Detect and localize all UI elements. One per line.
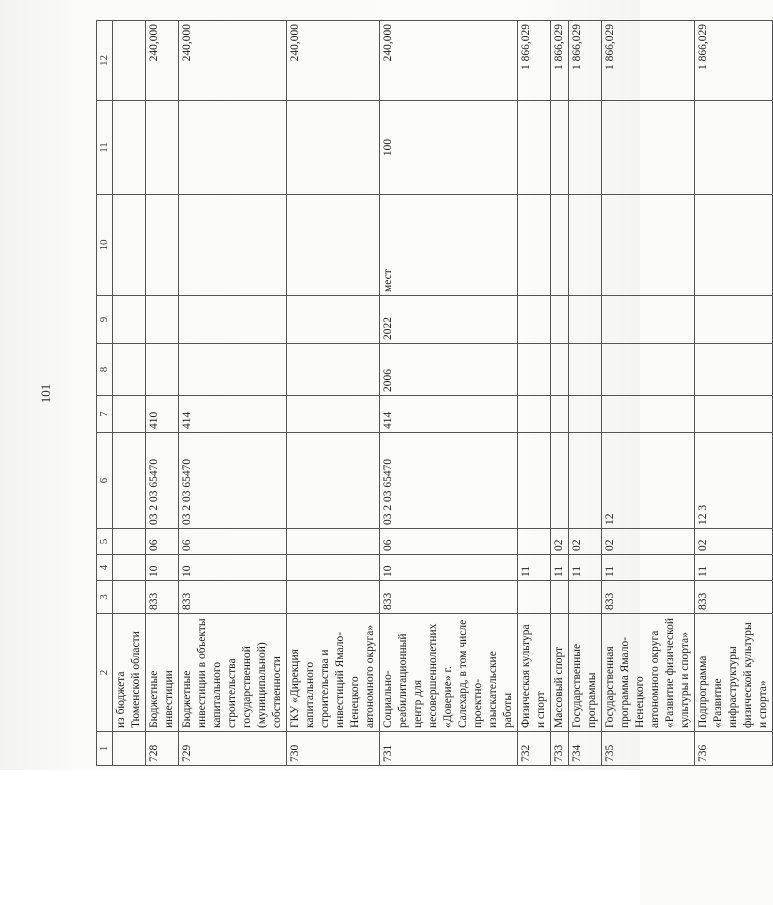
capacity-value bbox=[146, 101, 179, 195]
section-code: 10 bbox=[146, 555, 179, 581]
expense-type: 414 bbox=[380, 396, 518, 433]
end-year bbox=[179, 296, 287, 344]
row-number: 735 bbox=[602, 732, 695, 766]
capacity-value bbox=[287, 101, 380, 195]
row-number: 730 bbox=[287, 732, 380, 766]
column-number-row bbox=[97, 21, 113, 766]
table-row bbox=[113, 21, 146, 766]
capacity-value bbox=[695, 101, 773, 195]
row-name: Бюджетные инвестиции bbox=[146, 614, 179, 732]
end-year bbox=[551, 296, 569, 344]
expense-type bbox=[569, 396, 602, 433]
end-year: 2022 bbox=[380, 296, 518, 344]
capacity-unit bbox=[113, 195, 146, 296]
end-year bbox=[518, 296, 551, 344]
capacity-unit bbox=[551, 195, 569, 296]
ministry-code bbox=[551, 581, 569, 614]
expense-type: 414 bbox=[179, 396, 287, 433]
expense-type bbox=[518, 396, 551, 433]
ministry-code: 833 bbox=[602, 581, 695, 614]
end-year bbox=[113, 296, 146, 344]
target-article bbox=[569, 433, 602, 529]
row-number: 731 bbox=[380, 732, 518, 766]
end-year bbox=[146, 296, 179, 344]
capacity-unit bbox=[179, 195, 287, 296]
start-year bbox=[602, 344, 695, 396]
expense-type bbox=[287, 396, 380, 433]
amount: 1 866,029 bbox=[551, 21, 569, 101]
column-header: 11 bbox=[97, 101, 113, 195]
capacity-value bbox=[518, 101, 551, 195]
row-name: Массовый спорт bbox=[551, 614, 569, 732]
table-row bbox=[551, 21, 569, 766]
amount: 240,000 bbox=[146, 21, 179, 101]
capacity-value bbox=[179, 101, 287, 195]
start-year bbox=[695, 344, 773, 396]
row-name: из бюджета Тюменской области bbox=[113, 614, 146, 732]
row-name: Социально-реабилитационный центр для несовершеннолетних «Доверие» г. Салехард, в том числе проектно-изыскательские работы bbox=[380, 614, 518, 732]
column-header: 9 bbox=[97, 296, 113, 344]
capacity-unit: мест bbox=[380, 195, 518, 296]
ministry-code bbox=[518, 581, 551, 614]
capacity-unit bbox=[569, 195, 602, 296]
target-article bbox=[287, 433, 380, 529]
column-header: 4 bbox=[97, 555, 113, 581]
column-header: 1 bbox=[97, 732, 113, 766]
amount: 1 866,029 bbox=[569, 21, 602, 101]
start-year bbox=[287, 344, 380, 396]
capacity-value bbox=[113, 101, 146, 195]
target-article: 03 2 03 65470 bbox=[380, 433, 518, 529]
subsection-code: 06 bbox=[146, 529, 179, 555]
capacity-unit bbox=[602, 195, 695, 296]
target-article bbox=[113, 433, 146, 529]
target-article: 03 2 03 65470 bbox=[179, 433, 287, 529]
start-year bbox=[569, 344, 602, 396]
subsection-code: 02 bbox=[569, 529, 602, 555]
subsection-code: 02 bbox=[695, 529, 773, 555]
ministry-code bbox=[113, 581, 146, 614]
ministry-code: 833 bbox=[695, 581, 773, 614]
row-name: Государственная программа Ямало-Ненецкого автономного округа «Развитие физической культуры и спорта» bbox=[602, 614, 695, 732]
capacity-value bbox=[569, 101, 602, 195]
table-row bbox=[287, 21, 380, 766]
row-number: 736 bbox=[695, 732, 773, 766]
expense-type bbox=[602, 396, 695, 433]
target-article bbox=[518, 433, 551, 529]
row-number: 732 bbox=[518, 732, 551, 766]
row-number: 728 bbox=[146, 732, 179, 766]
row-name: Государственные программы bbox=[569, 614, 602, 732]
ministry-code: 833 bbox=[179, 581, 287, 614]
section-code: 11 bbox=[695, 555, 773, 581]
subsection-code bbox=[518, 529, 551, 555]
subsection-code: 06 bbox=[380, 529, 518, 555]
end-year bbox=[695, 296, 773, 344]
budget-table bbox=[96, 20, 773, 766]
column-header: 5 bbox=[97, 529, 113, 555]
section-code bbox=[287, 555, 380, 581]
amount: 1 866,029 bbox=[695, 21, 773, 101]
ministry-code: 833 bbox=[146, 581, 179, 614]
section-code: 11 bbox=[518, 555, 551, 581]
subsection-code: 06 bbox=[179, 529, 287, 555]
start-year: 2006 bbox=[380, 344, 518, 396]
expense-type bbox=[551, 396, 569, 433]
row-name: Подпрограмма «Развитие инфраструктуры физической культуры и спорта» bbox=[695, 614, 773, 732]
capacity-unit bbox=[518, 195, 551, 296]
amount: 240,000 bbox=[380, 21, 518, 101]
start-year bbox=[113, 344, 146, 396]
subsection-code bbox=[113, 529, 146, 555]
ministry-code bbox=[569, 581, 602, 614]
section-code: 11 bbox=[569, 555, 602, 581]
table-row bbox=[518, 21, 551, 766]
column-header: 10 bbox=[97, 195, 113, 296]
row-number: 733 bbox=[551, 732, 569, 766]
section-code: 10 bbox=[380, 555, 518, 581]
end-year bbox=[569, 296, 602, 344]
row-number: 734 bbox=[569, 732, 602, 766]
column-header: 6 bbox=[97, 433, 113, 529]
start-year bbox=[146, 344, 179, 396]
table-row bbox=[695, 21, 773, 766]
row-number: 729 bbox=[179, 732, 287, 766]
section-code: 10 bbox=[179, 555, 287, 581]
amount: 240,000 bbox=[287, 21, 380, 101]
section-code: 11 bbox=[602, 555, 695, 581]
table-row bbox=[179, 21, 287, 766]
row-name: Бюджетные инвестиции в объекты капитального строительства государственной (муниципальной) собственности bbox=[179, 614, 287, 732]
expense-type bbox=[695, 396, 773, 433]
column-header: 8 bbox=[97, 344, 113, 396]
page-number: 101 bbox=[38, 383, 53, 404]
table-row bbox=[602, 21, 695, 766]
expense-type: 410 bbox=[146, 396, 179, 433]
table-row bbox=[146, 21, 179, 766]
amount: 240,000 bbox=[179, 21, 287, 101]
start-year bbox=[518, 344, 551, 396]
target-article: 12 3 bbox=[695, 433, 773, 529]
column-header: 12 bbox=[97, 21, 113, 101]
table-row bbox=[569, 21, 602, 766]
amount: 1 866,029 bbox=[518, 21, 551, 101]
target-article bbox=[551, 433, 569, 529]
section-code: 11 bbox=[551, 555, 569, 581]
start-year bbox=[551, 344, 569, 396]
column-header: 7 bbox=[97, 396, 113, 433]
section-code bbox=[113, 555, 146, 581]
capacity-value bbox=[551, 101, 569, 195]
column-header: 2 bbox=[97, 614, 113, 732]
expense-type bbox=[113, 396, 146, 433]
target-article: 12 bbox=[602, 433, 695, 529]
amount bbox=[113, 21, 146, 101]
capacity-unit bbox=[695, 195, 773, 296]
row-number bbox=[113, 732, 146, 766]
capacity-value bbox=[602, 101, 695, 195]
subsection-code bbox=[287, 529, 380, 555]
page-bottom-margin bbox=[0, 770, 640, 905]
row-name: Физическая культура и спорт bbox=[518, 614, 551, 732]
end-year bbox=[602, 296, 695, 344]
subsection-code: 02 bbox=[602, 529, 695, 555]
start-year bbox=[179, 344, 287, 396]
amount: 1 866,029 bbox=[602, 21, 695, 101]
capacity-unit bbox=[287, 195, 380, 296]
capacity-value: 100 bbox=[380, 101, 518, 195]
subsection-code: 02 bbox=[551, 529, 569, 555]
ministry-code bbox=[287, 581, 380, 614]
table-row bbox=[380, 21, 518, 766]
capacity-unit bbox=[146, 195, 179, 296]
end-year bbox=[287, 296, 380, 344]
ministry-code: 833 bbox=[380, 581, 518, 614]
rotated-sheet bbox=[38, 21, 769, 766]
target-article: 03 2 03 65470 bbox=[146, 433, 179, 529]
column-header: 3 bbox=[97, 581, 113, 614]
row-name: ГКУ «Дирекция капитального строительства и инвестиций Ямало-Ненецкого автономного округа» bbox=[287, 614, 380, 732]
